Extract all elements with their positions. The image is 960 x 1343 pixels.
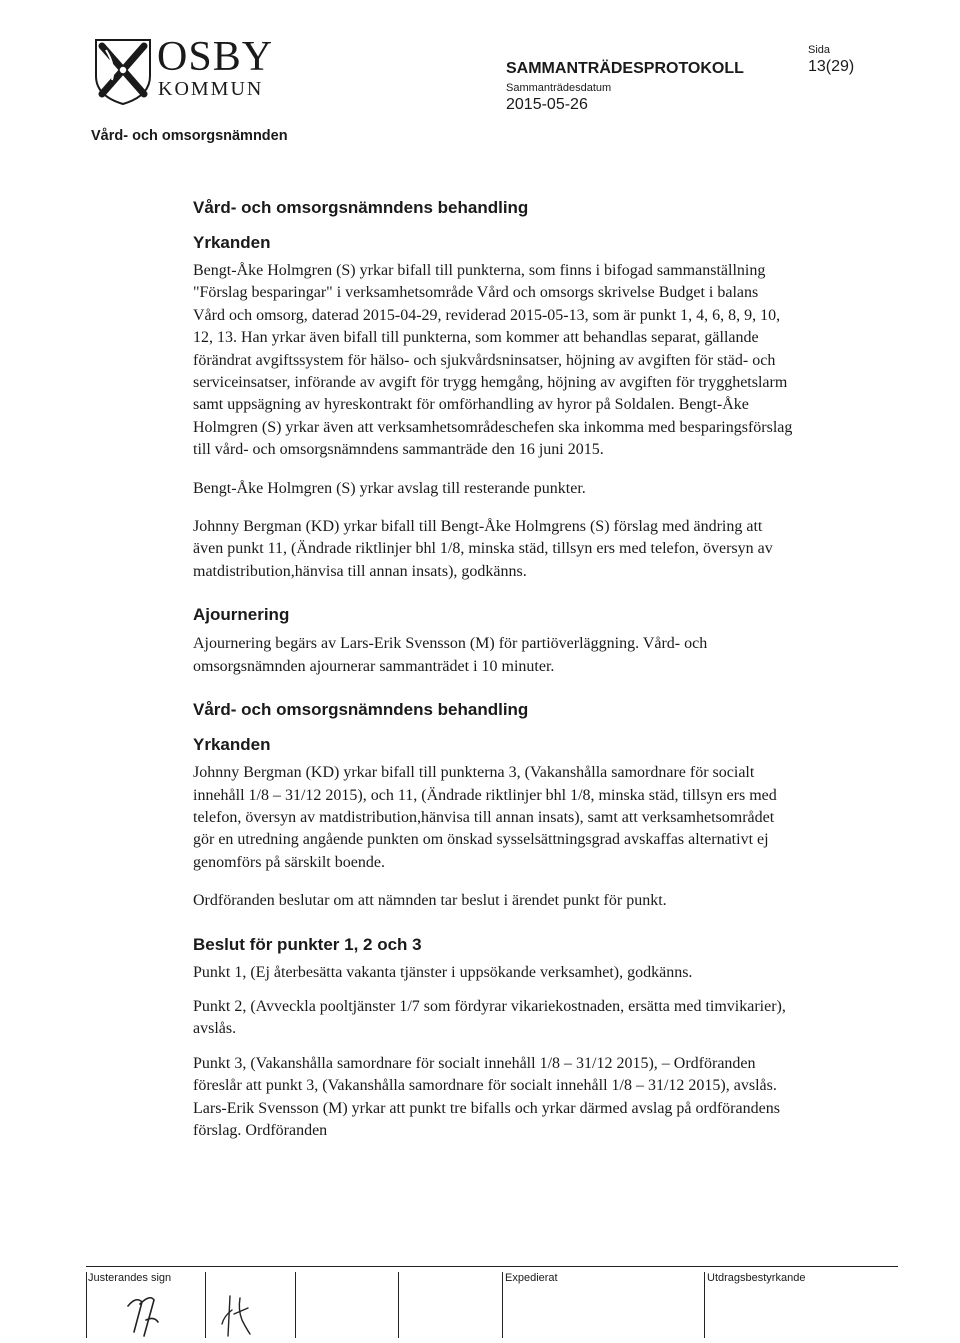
logo-name: OSBY: [157, 34, 274, 80]
signature-box-divider: [398, 1272, 399, 1338]
logo-subtitle: KOMMUN: [158, 78, 264, 100]
justerandes-sign-label: Justerandes sign: [88, 1272, 172, 1284]
section-subheading: Yrkanden: [193, 233, 271, 252]
signature-box-divider: [295, 1272, 296, 1338]
document-title: SAMMANTRÄDESPROTOKOLL: [506, 60, 744, 77]
signature-box-divider: [86, 1272, 87, 1338]
paragraph: Ajournering begärs av Lars-Erik Svensson (M) för partiöverläggning. Vård- och omsorgsnämnden ajournerar sammanträdet i 10 minuter.: [193, 635, 708, 675]
osby-logo-emblem: [92, 36, 154, 106]
signature-box-divider: [502, 1272, 503, 1338]
committee-name: Vård- och omsorgsnämnden: [91, 128, 288, 144]
protocol-body: [193, 198, 793, 1142]
section-heading: Beslut för punkter 1, 2 och 3: [193, 934, 422, 954]
section-subheading: Yrkanden: [193, 735, 271, 755]
section-heading: Vård- och omsorgsnämndens behandling: [193, 198, 529, 217]
section-heading: Ajournering: [193, 605, 290, 625]
signature-initials-2: [218, 1290, 262, 1340]
utdragsbestyrkande-label: Utdragsbestyrkande: [707, 1272, 806, 1284]
signature-box-divider: [704, 1272, 705, 1338]
page-number: 13(29): [808, 58, 855, 75]
date-label: Sammanträdesdatum: [506, 82, 612, 94]
page-label: Sida: [808, 44, 831, 56]
section-heading: Vård- och omsorgsnämndens behandling: [193, 700, 529, 720]
paragraph: Ordföranden beslutar om att nämnden tar beslut i ärendet punkt för punkt.: [193, 892, 667, 910]
paragraph: Bengt-Åke Holmgren (S) yrkar avslag till resterande punkter.: [193, 479, 586, 497]
paragraph: Bengt-Åke Holmgren (S) yrkar bifall till punkterna, som finns i bifogad sammanställning "Förslag besparingar" i verksamhetsområde Vård och omsorgs skrivelse Budget i balans Vård och omsorg, daterad 2015-04-29, reviderad 2015-05-13, som är punkt 1, 4, 6, 8, 9, 10, 12, 13. Han yrkar även bifall till punkterna, som kommer att behandlas separat, gällande förändrat avgiftssystem för hälso- och sjukvårdsninsatser, höjning av avgiften för städ- och serviceinsatser, införande av avgift för trygg hemgång, höjning av avgiften för trygghetslarm samt uppsägning av hyreskontrakt för omförhandling av hyror på Soldalen. Bengt-Åke Holmgren (S) yrkar även att verksamhetsområdeschefen ska inkomma med besparingsförslag till vård- och omsorgsnämndens sammanträde den 16 juni 2015.: [193, 262, 793, 459]
footer-divider: [86, 1266, 898, 1267]
paragraph: Punkt 1, (Ej återbesätta vakanta tjänster i uppsökande verksamhet), godkänns.: [193, 963, 693, 981]
expedierat-label: Expedierat: [505, 1272, 558, 1284]
paragraph: Punkt 2, (Avveckla pooltjänster 1/7 som fördyrar vikariekostnaden, ersätta med timvikarier), avslås.: [193, 997, 786, 1038]
meeting-date: 2015-05-26: [506, 96, 588, 113]
paragraph: Johnny Bergman (KD) yrkar bifall till punkterna 3, (Vakanshålla samordnare för socialt innehåll 1/8 – 31/12 2015), och 11, (Ändrade riktlinjer bhl 1/8, minska städ, tillsyn ers med telefon, översyn av matdistribution,hänvisa till annan insats), samt att verksamhetsområdet gör en utredning angående punkten om önskad sysselsättningsgrad avskaffas alternativt ej genomförs på särskilt boende.: [193, 764, 777, 871]
signature-initials-1: [124, 1292, 164, 1338]
paragraph: Punkt 3, (Vakanshålla samordnare för socialt innehåll 1/8 – 31/12 2015), – Ordföranden föreslår att punkt 3, (Vakanshålla samordnare för socialt innehåll 1/8 – 31/12 2015), avslås. Lars-Erik Svensson (M) yrkar att punkt tre bifalls och yrkar därmed avslag på ordförandens förslag. Ordföranden: [193, 1054, 780, 1139]
signature-box-divider: [205, 1272, 206, 1338]
paragraph: Johnny Bergman (KD) yrkar bifall till Bengt-Åke Holmgrens (S) förslag med ändring att även punkt 11, (Ändrade riktlinjer bhl 1/8, minska städ, tillsyn ers med telefon, översyn av matdistribution,hänvisa till annan insats), godkänns.: [193, 518, 773, 580]
